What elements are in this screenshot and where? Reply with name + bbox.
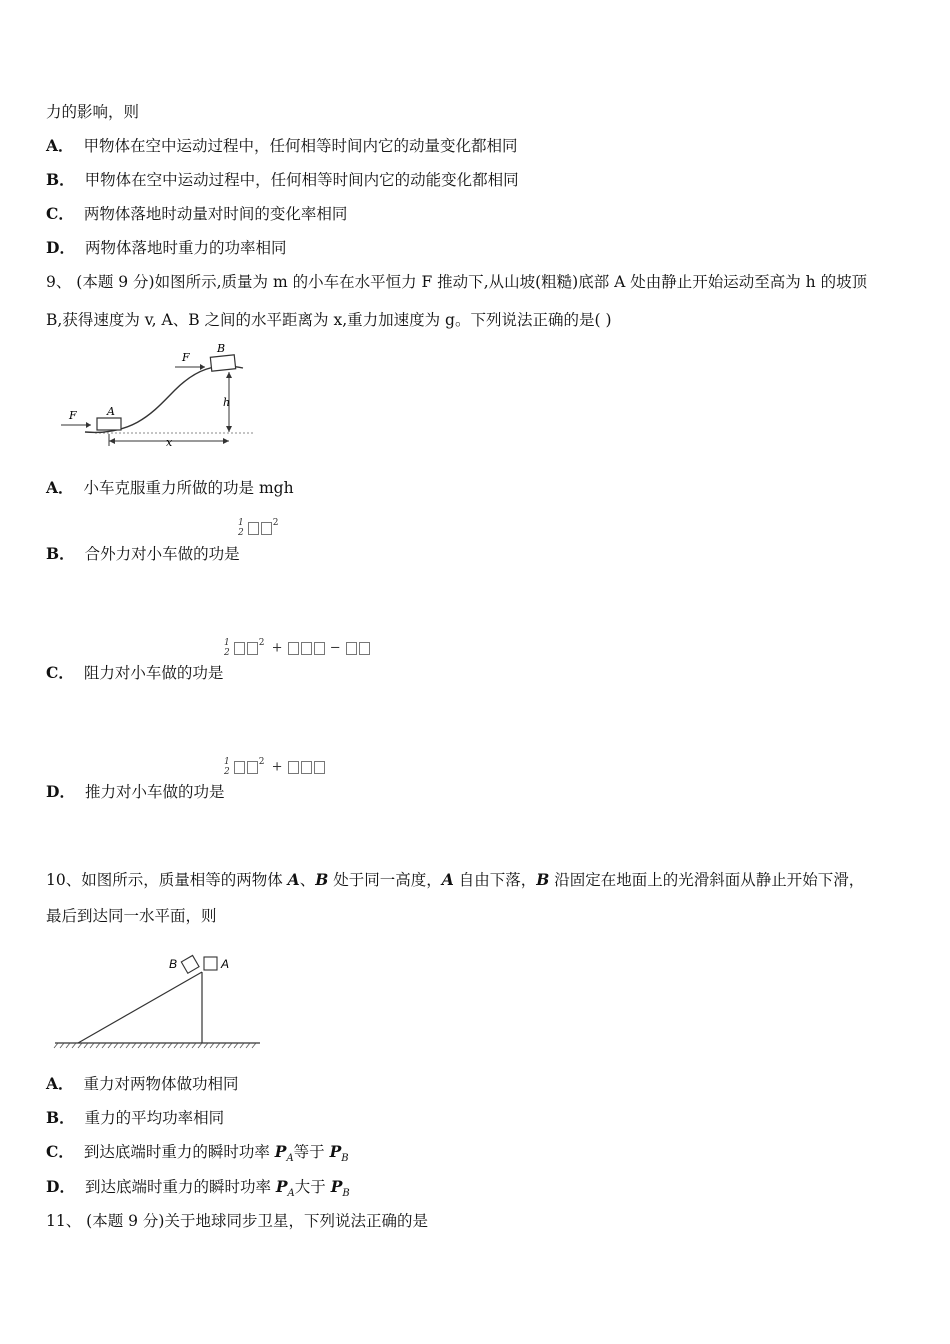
placeholder-box: [288, 761, 299, 774]
label-a: A: [107, 405, 115, 418]
option-text: 两物体落地时动量对时间的变化率相同: [83, 205, 348, 223]
q8-option-c: [46, 204, 347, 224]
option-text: 合外力对小车做的功是: [84, 545, 240, 563]
fraction: 1 2: [224, 757, 230, 777]
option-text: 推力对小车做的功是: [84, 783, 225, 801]
q10-option-a: [46, 1074, 239, 1094]
q9-option-b: [46, 544, 240, 564]
q8-option-b: [46, 170, 519, 190]
q9-slope-figure: [55, 340, 265, 455]
placeholder-box: [261, 522, 272, 535]
placeholder-box: [288, 642, 299, 655]
option-letter: A．: [46, 136, 74, 155]
q11-stem: 11、 (本题 9 分)关于地球同步卫星，下列说法正确的是: [46, 1212, 428, 1230]
option-text: 甲物体在空中运动过程中，任何相等时间内它的动能变化都相同: [84, 171, 519, 189]
option-text: 两物体落地时重力的功率相同: [84, 239, 287, 257]
option-text: 重力的平均功率相同: [84, 1109, 225, 1127]
q10-stem-line2: 最后到达同一水平面，则: [46, 907, 217, 925]
q9-stem-line1: 9、 (本题 9 分)如图所示,质量为 m 的小车在水平恒力 F 推动下,从山坡(粗糙)底部 A 处由静止开始运动至高为 h 的坡顶: [46, 273, 868, 291]
label-a: A: [221, 957, 230, 971]
q9-option-d: [46, 782, 224, 802]
option-letter: B．: [46, 1108, 75, 1127]
placeholder-box: [234, 642, 245, 655]
option-text: 甲物体在空中运动过程中，任何相等时间内它的动量变化都相同: [83, 137, 518, 155]
placeholder-box: [301, 642, 312, 655]
option-letter: A．: [46, 1074, 74, 1093]
fraction: 1 2: [238, 518, 244, 538]
label-b: B: [169, 957, 178, 971]
label-h: h: [223, 396, 231, 409]
label-b: B: [217, 342, 226, 355]
placeholder-box: [248, 522, 259, 535]
q10-incline-figure: [50, 950, 265, 1055]
placeholder-box: [301, 761, 312, 774]
q10-stem-line1: 10、如图所示，质量相等的两物体 A、B 处于同一高度，A 自由下落，B 沿固定在地面上的光滑斜面从静止开始下滑，: [46, 870, 865, 889]
option-letter: D．: [46, 238, 75, 257]
placeholder-box: [247, 642, 258, 655]
option-letter: C．: [46, 1142, 74, 1161]
option-letter: C．: [46, 663, 74, 682]
q10-option-b: [46, 1108, 224, 1128]
q10-option-c: C． 到达底端时重力的瞬时功率 $P_A$等于 $P_B$: [46, 1142, 349, 1165]
q10-option-d: D． 到达底端时重力的瞬时功率 $P_A$大于 $P_B$: [46, 1177, 350, 1200]
option-text: 小车克服重力所做的功是 mgh: [83, 479, 294, 497]
placeholder-box: [314, 761, 325, 774]
q9-option-a: [46, 478, 294, 498]
q8-option-d: [46, 238, 286, 258]
option-letter: D．: [46, 1177, 75, 1196]
placeholder-box: [346, 642, 357, 655]
option-letter: A．: [46, 478, 74, 497]
q9-formula-b: 1 $2^2$: [238, 518, 279, 538]
placeholder-box: [359, 642, 370, 655]
option-letter: B．: [46, 170, 75, 189]
q8-tail: 力的影响，则: [46, 103, 140, 121]
placeholder-box: [314, 642, 325, 655]
placeholder-box: [234, 761, 245, 774]
q9-stem-line2: B,获得速度为 v, A、B 之间的水平距离为 x,重力加速度为 g。下列说法正确的是( ): [46, 311, 612, 329]
label-f-top: F: [182, 351, 190, 364]
option-letter: C．: [46, 204, 74, 223]
option-text: 阻力对小车做的功是: [83, 664, 224, 682]
option-letter: B．: [46, 544, 75, 563]
placeholder-box: [247, 761, 258, 774]
label-f-left: F: [69, 409, 77, 422]
q9-formula-d: 1 $2^2$ +: [224, 757, 326, 777]
q9-formula-c: 1 $2^2$ + −: [224, 638, 371, 658]
fraction: 1 2: [224, 638, 230, 658]
q9-option-c: [46, 663, 223, 683]
q8-option-a: [46, 136, 518, 156]
option-letter: D．: [46, 782, 75, 801]
label-x: x: [166, 436, 173, 449]
option-text: 重力对两物体做功相同: [83, 1075, 239, 1093]
